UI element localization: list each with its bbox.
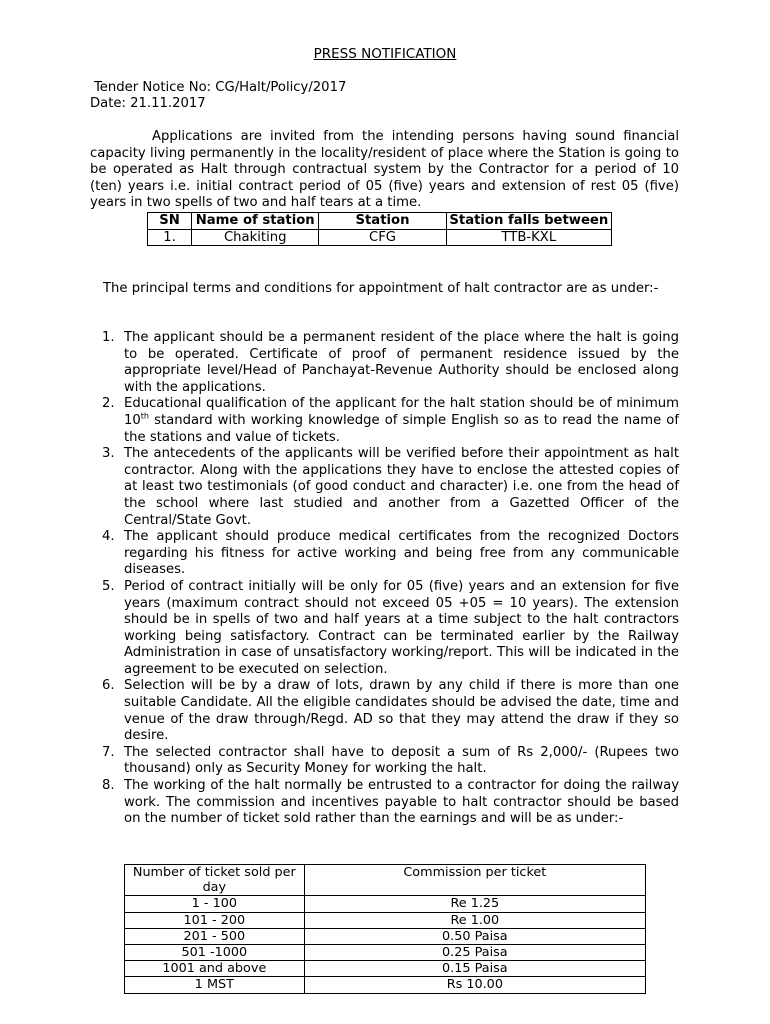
tender-notice-number: Tender Notice No: CG/Halt/Policy/2017 [94, 80, 347, 95]
table-row [125, 977, 646, 993]
item-text: The applicant should produce medical certificates from the recognized Doctors regarding his fitness for active working and being free from any communicable diseases. [124, 529, 679, 578]
item-superscript: th [140, 411, 149, 421]
cell-commission: 0.15 Paisa [304, 961, 645, 977]
intro-paragraph [90, 129, 679, 212]
header-sn: SN [148, 213, 192, 230]
list-item [102, 744, 679, 778]
intro-text: Applications are invited from the intending persons having sound financial capacity living permanently in the locality/resident of place where the Station is going to be operated as Halt through contractual system by the Contractor for a period of 10 (ten) years i.e. initial contract period of 05 (five) years and extension of rest 05 (five) years in two spells of two and half tears at a time. [90, 129, 679, 211]
terms-list [102, 330, 679, 828]
item-number: 7. [102, 744, 115, 760]
cell-station-falls-between: TTB-KXL [446, 229, 611, 246]
cell-sn: 1. [148, 229, 192, 246]
header-station-falls-between: Station falls between [446, 213, 611, 230]
table-row [125, 896, 646, 912]
item-text: The working of the halt normally be entrusted to a contractor for doing the railway work. The commission and incentives payable to halt contractor should be based on the number of ticket sold rather than the earnings and will be as under:- [124, 778, 679, 827]
page-title: PRESS NOTIFICATION [313, 46, 457, 62]
table-row [125, 912, 646, 928]
list-item [102, 778, 679, 828]
list-item [102, 330, 679, 396]
item-text: The antecedents of the applicants will be verified before their appointment as halt contractor. Along with the applications they have to enclose the attested copies of at least two testimonials (of good conduct and character) i.e. one from the head of the school where last studied and another from a Gazetted Officer of the Central/State Govt. [124, 446, 679, 528]
item-text: Selection will be by a draw of lots, drawn by any child if there is more than one suitable Candidate. All the eligible candidates should be advised the date, time and venue of the draw through/Regd. AD so that they may attend the draw if they so desire. [124, 678, 679, 744]
header-tickets-sold: Number of ticket sold per day [125, 865, 305, 896]
cell-commission: Rs 10.00 [304, 977, 645, 993]
cell-tickets: 1001 and above [125, 961, 305, 977]
item-text-pre: Educational qualification of the applicant for the halt station should be of minimum 10 [124, 396, 679, 428]
notice-date: Date: 21.11.2017 [90, 96, 206, 111]
list-item [102, 678, 679, 744]
list-item [102, 396, 679, 446]
cell-commission: Re 1.25 [304, 896, 645, 912]
commission-table-header-row [125, 865, 646, 896]
principal-terms-intro: The principal terms and conditions for appointment of halt contractor are as under:- [103, 281, 659, 296]
commission-table [124, 864, 646, 994]
cell-tickets: 1 MST [125, 977, 305, 993]
cell-commission: 0.25 Paisa [304, 945, 645, 961]
cell-name-of-station: Chakiting [192, 229, 319, 246]
list-item [102, 446, 679, 529]
item-number: 3. [102, 446, 115, 462]
list-item [102, 529, 679, 579]
item-number: 8. [102, 778, 115, 794]
item-number: 5. [102, 578, 115, 594]
header-name-of-station: Name of station [192, 213, 319, 230]
station-table-header-row [148, 213, 612, 230]
item-text: The applicant should be a permanent resident of the place where the halt is going to be operated. Certificate of proof of permanent residence issued by the appropriate level/Head of Panchayat-Revenue Authority should be enclosed along with the applications. [124, 330, 679, 395]
table-row [125, 961, 646, 977]
cell-tickets: 101 - 200 [125, 912, 305, 928]
item-text: The selected contractor shall have to deposit a sum of Rs 2,000/- (Rupees two thousand) only as Security Money for working the halt. [124, 744, 679, 777]
list-item [102, 578, 679, 679]
item-text: Period of contract initially will be only for 05 (five) years and an extension for five years (maximum contract should not exceed 05 +05 = 10 years). The extension should be in spells of two and half years at a time subject to the halt contractors working being satisfactory. Contract can be terminated earlier by the Railway Administration in case of unsatisfactory working/report. This will be indicated in the agreement to be executed on selection. [124, 578, 679, 677]
table-row [125, 928, 646, 944]
cell-tickets: 1 - 100 [125, 896, 305, 912]
cell-commission: 0.50 Paisa [304, 928, 645, 944]
table-row [125, 945, 646, 961]
cell-tickets: 501 -1000 [125, 945, 305, 961]
header-station: Station [319, 213, 446, 230]
cell-tickets: 201 - 500 [125, 928, 305, 944]
cell-station: CFG [319, 229, 446, 246]
station-table [147, 212, 612, 246]
item-text-post: standard with working knowledge of simple English so as to read the name of the stations and value of tickets. [124, 412, 679, 445]
table-row [148, 229, 612, 246]
item-number: 4. [102, 529, 115, 545]
header-commission: Commission per ticket [304, 865, 645, 896]
item-number: 2. [102, 396, 115, 412]
cell-commission: Re 1.00 [304, 912, 645, 928]
item-number: 1. [102, 330, 115, 345]
item-number: 6. [102, 678, 115, 694]
